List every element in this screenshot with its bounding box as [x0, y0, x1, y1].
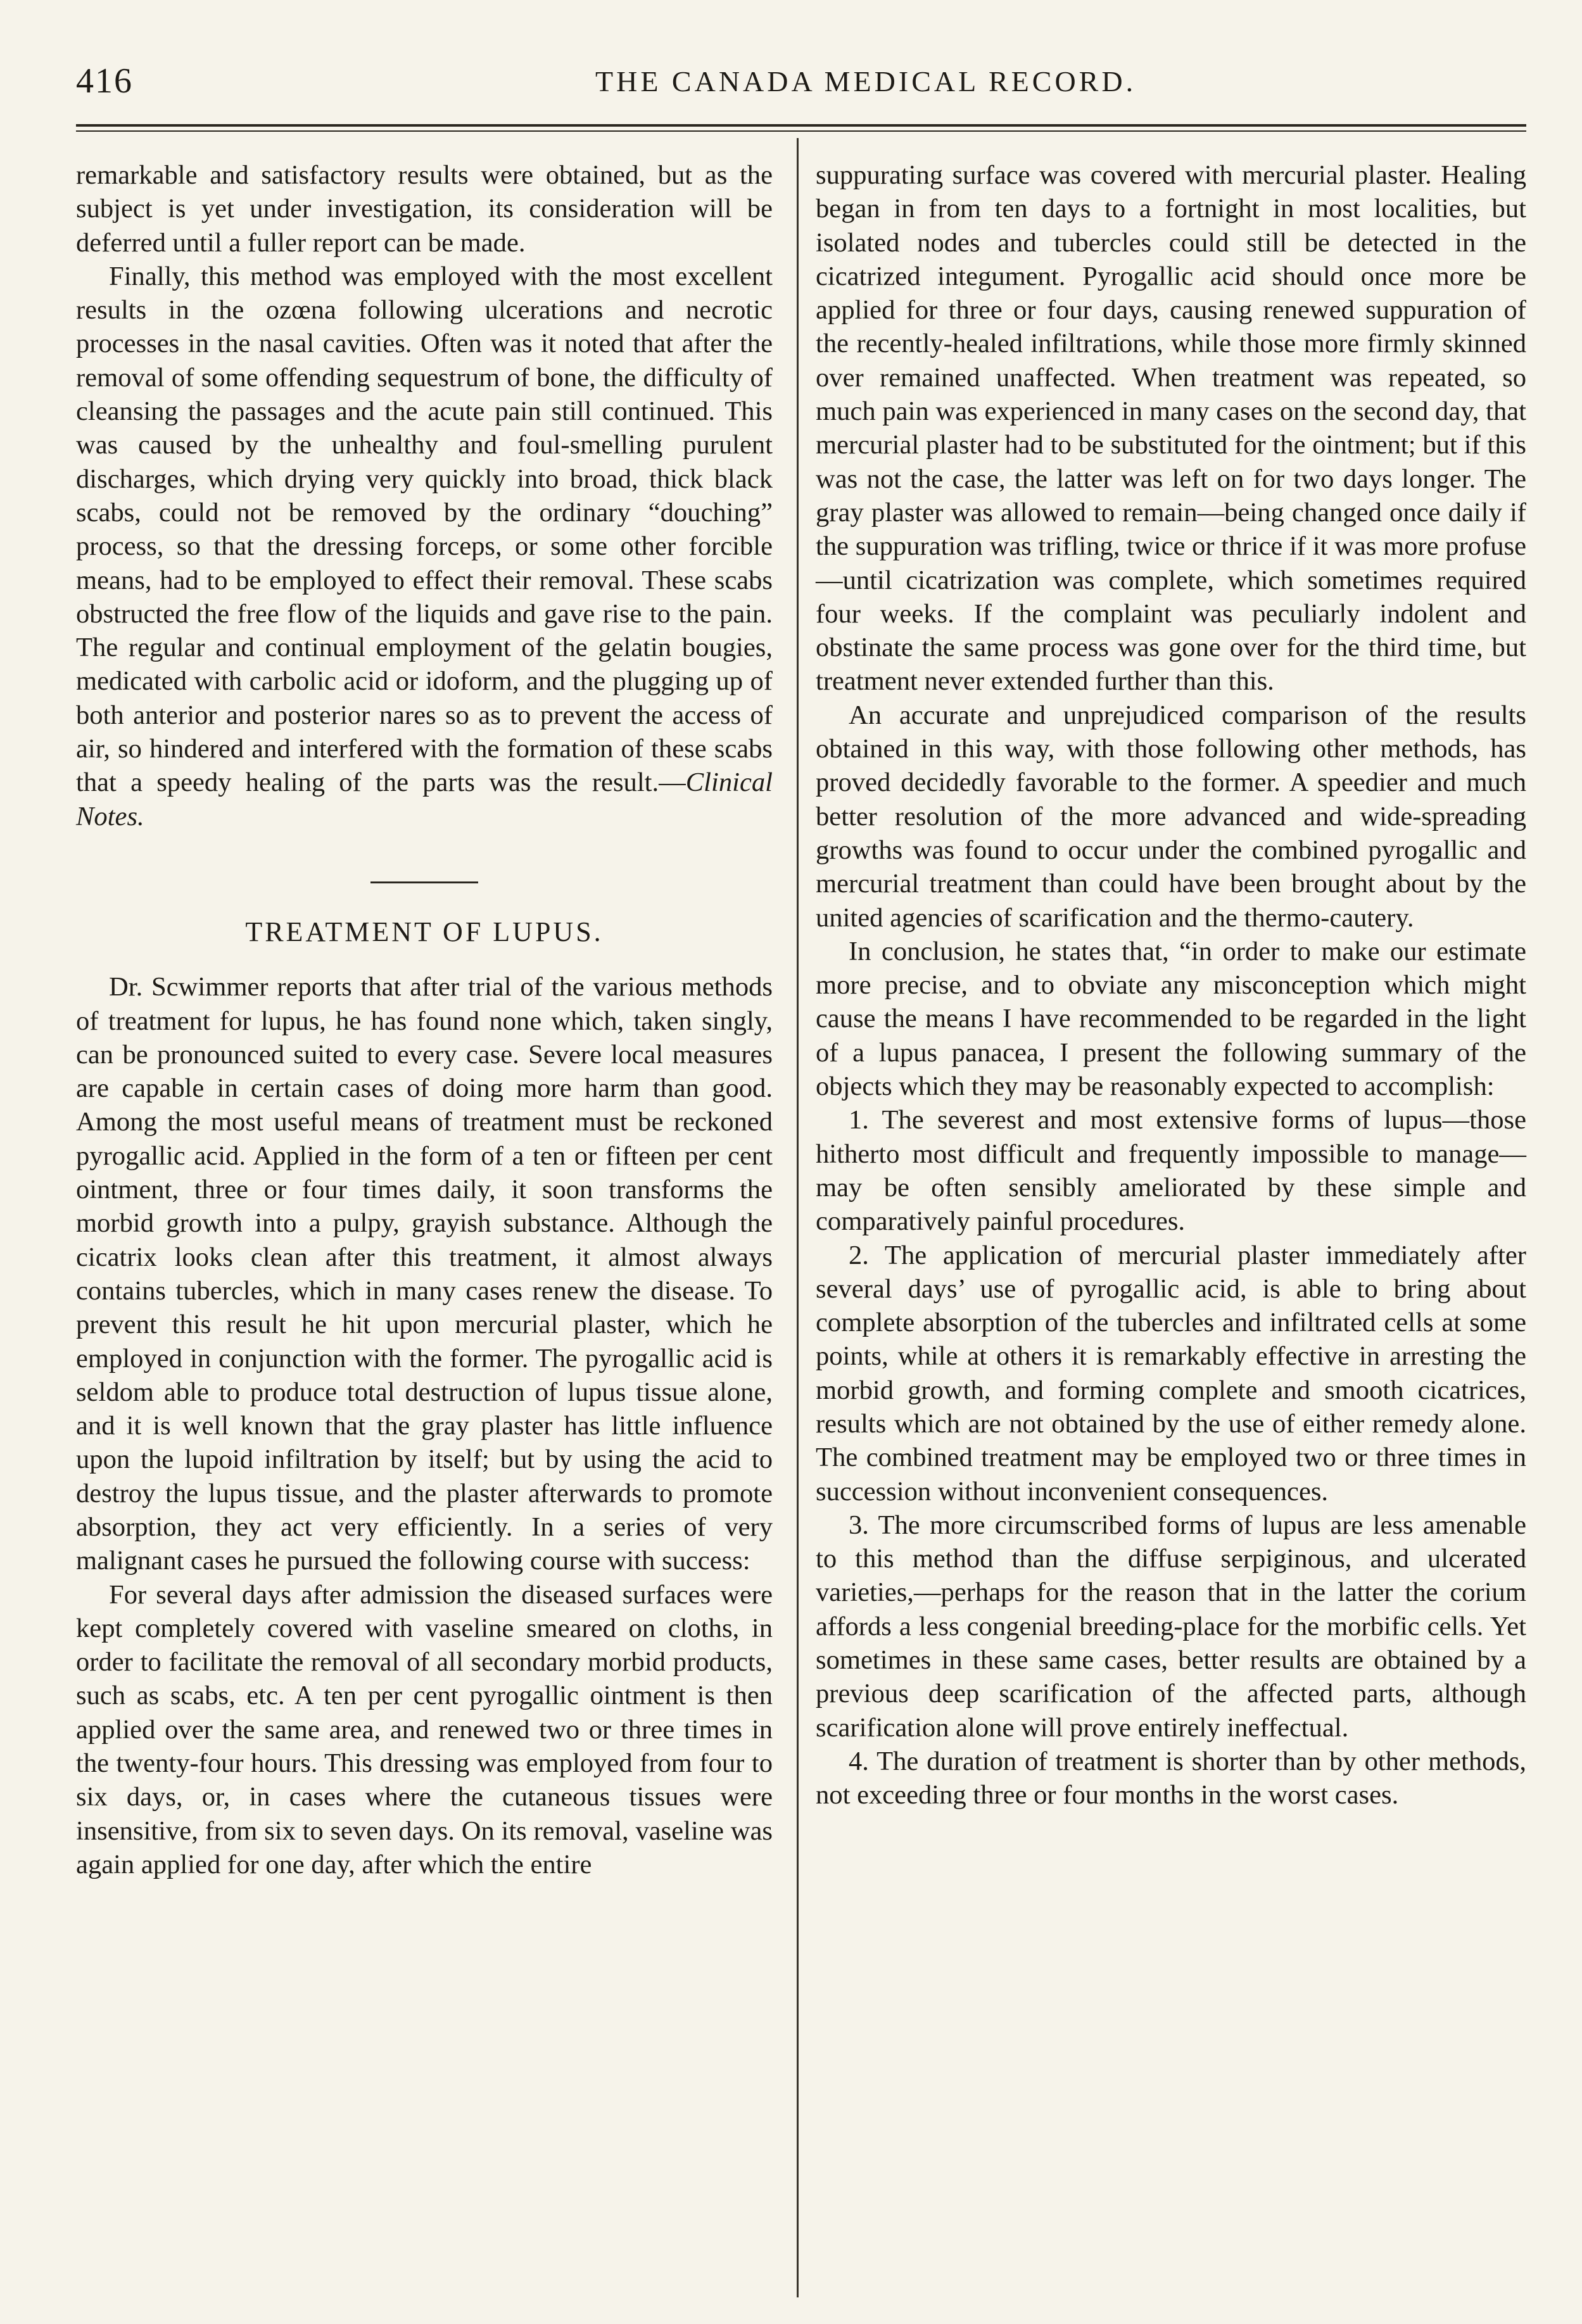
left-paragraph-3: Dr. Scwimmer reports that after trial of the various methods of treatment for lupus, he has found none which, taken singly, can be pronounced suited to every case. Severe local measures are capable in certain cases of doing more harm than good. Among the most useful means of treatment must be reckoned pyrogallic acid. Applied in the form of a ten or fifteen per cent ointment, three or four times daily, it soon transforms the morbid growth into a pulpy, grayish substance. Although the cicatrix looks clean after this treatment, it almost always contains tubercles, which in many cases renew the disease. To prevent this result he hit upon mercurial plaster, which he employed in conjunction with the former. The pyrogallic acid is seldom able to produce total destruction of lupus tissue alone, and it is well known that the gray plaster has little influence upon the lupoid infiltration by itself; but by using the acid to destroy the lupus tissue, and the plaster afterwards to promote absorption, they act very efficiently. In a series of very malignant cases he pursued the following course with success:: [76, 972, 773, 1576]
header-rule-thick: [76, 124, 1526, 127]
right-paragraph-2: An accurate and unprejudiced comparison of the results obtained in this way, with those following other methods, has proved decidedly favorable to the former. A speedier and much better resolution of the more advanced and wide-spreading growths was found to occur under the combined pyrogallic and mercurial treatment than could have been brought about by the united agencies of scarification and the thermo-cautery.: [816, 700, 1526, 933]
left-paragraph-2: [76, 260, 773, 833]
page-header: [76, 61, 1526, 111]
header-rule-thin: [76, 130, 1526, 132]
page-number: 416: [76, 61, 133, 101]
ozena-paragraph-text: Finally, this method was employed with the most excellent results in the ozœna following ulcerations and necrotic processes in the nasal cavities. Often was it noted that after the removal of some offending sequestrum of bone, the difficulty of cleansing the passages and the acute pain still continued. This was caused by the unhealthy and foul-smelling purulent discharges, which drying very quickly into broad, thick black scabs, could not be removed by the ordinary “douching” process, so that the dressing forceps, or some other forcible means, had to be employed to effect their removal. These scabs obstructed the free flow of the liquids and gave rise to the pain. The regular and continual employment of the gelatin bougies, medicated with carbolic acid or idoform, and the plugging up of both anterior and posterior nares so as to prevent the access of air, so hindered and interfered with the formation of these scabs that a speedy healing of the parts was the result.—: [76, 261, 773, 798]
summary-item-3: 3. The more circumscribed forms of lupus are less amenable to this method than the diffuse serpiginous, and ulcerated varieties,—perhaps for the reason that in the latter the corium affords a less congenial breeding-place for the morbific cells. Yet sometimes in these same cases, better results are obtained by a previous deep scarification of the affected parts, although scarification alone will prove entirely ineffectual.: [816, 1510, 1526, 1743]
column-divider: [797, 138, 799, 2297]
summary-item-2: 2. The application of mercurial plaster immediately after several days’ use of pyrogallic acid, is able to bring about complete absorption of the tubercles and infiltrated cells at some points, while at others it is remarkably effective in arresting the morbid growth, and forming complete and smooth cicatrices, results which are not obtained by the use of either remedy alone. The combined treatment may be employed two or three times in succession without inconvenient consequences.: [816, 1240, 1526, 1506]
left-paragraph-1: remarkable and satisfactory results were obtained, but as the subject is yet under investigation, its consideration will be deferred until a fuller report can be made.: [76, 160, 773, 258]
right-paragraph-3: In conclusion, he states that, “in order to make our estimate more precise, and to obviate any misconception which might cause the means I have recommended to be regarded in the light of a lupus panacea, I present the following summary of the objects which they may be reasonably expected to accomplish:: [816, 936, 1526, 1102]
source-citation: Clinical Notes.: [76, 767, 773, 831]
left-paragraph-4: For several days after admission the diseased surfaces were kept completely covered with vaseline smeared on cloths, in order to facilitate the removal of all secondary morbid products, such as scabs, etc. A ten per cent pyrogallic ointment is then applied over the same area, and renewed two or three times in the twenty-four hours. This dressing was employed from four to six days, or, in cases where the cutaneous tissues were insensitive, from six to seven days. On its removal, vaseline was again applied for one day, after which the entire: [76, 1579, 773, 1879]
right-paragraph-1: suppurating surface was covered with mercurial plaster. Healing began in from ten days to a fortnight in most localities, but isolated nodes and tubercles could still be detected in the cicatrized integument. Pyrogallic acid should once more be applied for three or four days, causing renewed suppuration of the recently-healed infiltrations, while those more firmly skinned over remained unaffected. When treatment was repeated, so much pain was experienced in many cases on the second day, that mercurial plaster had to be substituted for the ointment; but if this was not the case, the latter was left on for two days longer. The gray plaster was allowed to remain—being changed once daily if the suppuration was trifling, twice or thrice if it was more profuse—until cicatrization was complete, which sometimes required four weeks. If the complaint was peculiarly indolent and obstinate the same process was gone over for the third time, but treatment never extended further than this.: [816, 160, 1526, 697]
left-column: [76, 158, 773, 1881]
summary-item-4: 4. The duration of treatment is shorter than by other methods, not exceeding three or four months in the worst cases.: [816, 1746, 1526, 1810]
right-column: [816, 158, 1526, 1812]
summary-item-1: 1. The severest and most extensive forms of lupus—those hitherto most difficult and frequently impossible to manage—may be often sensibly ameliorated by these simple and comparatively painful procedures.: [816, 1105, 1526, 1237]
section-separator: [370, 881, 478, 883]
running-head: THE CANADA MEDICAL RECORD.: [595, 65, 1137, 98]
section-title: TREATMENT OF LUPUS.: [245, 916, 604, 947]
